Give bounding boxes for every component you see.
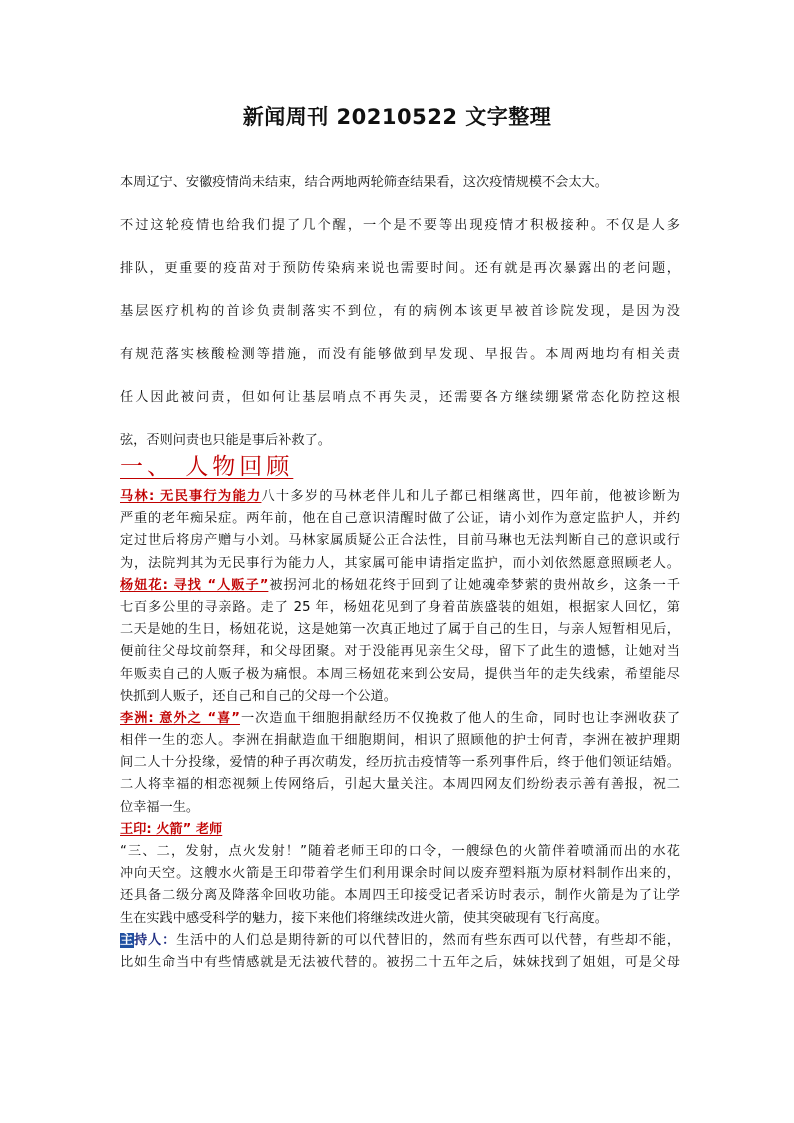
story-line: [120, 819, 680, 841]
story-line: 快抓到人贩子，还自己和自己的父母一个公道。: [120, 688, 397, 704]
intro-paragraph: [120, 161, 680, 462]
intro-line: 弦，否则问责也只能是事后补救了。: [120, 433, 331, 448]
intro-line: 基层医疗机构的首诊负责制落实不到位，有的病例本该更早被首诊院发现，是因为没: [120, 304, 680, 319]
intro-line: 排队，更重要的疫苗对于预防传染病来说也需要时间。还有就是再次暴露出的老问题，: [120, 261, 680, 276]
story-line: 相伴一生的恋人。李洲在捐献造血干细胞期间，相识了照顾他的护士何青，李洲在被护理期: [120, 733, 680, 749]
intro-line: 有规范落实核酸检测等措施，而没有能够做到早发现、早报告。本周两地均有相关责: [120, 347, 680, 362]
story-line: “三、二，发射，点火发射！”随着老师王印的口令，一艘绿色的火箭伴着喷涌而出的水花: [120, 844, 680, 859]
host-label: 主持人：: [120, 932, 177, 948]
host-line: [120, 930, 680, 952]
story-line: 定过世后将房产赠与小刘。马林家属质疑公正合法性，目前马琳也无法判断自己的意识或行: [120, 533, 680, 549]
document-title: 新闻周刊 20210522 文字整理: [242, 105, 552, 129]
story-line: 二天是她的生日，杨妞花说，这是她第一次真正地过了属于自己的生日，与亲人短暂相见后，: [120, 622, 680, 638]
story-text: 一次造血干细胞捐献经历不仅挽救了他人的生命，同时也让李洲收获了: [239, 710, 680, 726]
section-heading: 一、 人物回顾: [120, 454, 294, 480]
host-text: 生活中的人们总是期待新的可以代替旧的，然而有些东西可以代替，有些却不能，: [176, 932, 681, 948]
story-line: 便前往父母坟前祭拜，和父母团聚。对于没能再见亲生父母，留下了此生的遗憾，让她对当: [120, 644, 680, 660]
story-heading: 杨妞花: 寻找 “人贩子”: [120, 577, 269, 593]
story-line: 生在实践中感受科学的魅力，接下来他们将继续改进火箭，使其突破现有飞行高度。: [120, 910, 608, 926]
story-line: [120, 575, 680, 597]
story-line: 严重的老年痴呆症。两年前，他在自己意识清醒时做了公证，请小刘作为意定监护人，并约: [120, 511, 680, 527]
story-line: [120, 708, 680, 730]
story-text: 被拐河北的杨妞花终于回到了让她魂牵梦萦的贵州故乡，这条一千: [268, 577, 681, 593]
intro-line: 本周辽宁、安徽疫情尚未结束，结合两地两轮筛查结果看，这次疫情规模不会太大。: [120, 175, 608, 190]
intro-line: 不过这轮疫情也给我们提了几个醒，一个是不要等出现疫情才积极接种。不仅是人多: [120, 218, 680, 233]
host-line: 比如生命当中有些情感就是无法被代替的。被拐二十五年之后，妹妹找到了姐姐，可是父母: [120, 954, 680, 970]
story-heading: 王印: 火箭” 老师: [120, 821, 223, 837]
story-line: 间二人十分投缘，爱情的种子再次萌发，经历抗击疫情等一系列事件后，终于他们领证结婚。: [120, 755, 680, 771]
story-heading: 李洲: 意外之 “喜”: [120, 710, 240, 726]
story-line: 二人将幸福的相恋视频上传网络后，引起大量关注。本周四网友们纷纷表示善有善报，祝二: [120, 777, 680, 793]
story-line: 还具备二级分离及降落伞回收功能。本周四王印接受记者采访时表示，制作火箭是为了让学: [120, 888, 680, 904]
story-line: 年贩卖自己的人贩子极为痛恨。本周三杨妞花来到公安局，提供当年的走失线索，希望能尽: [120, 666, 680, 682]
story-line: 位幸福一生。: [120, 799, 200, 815]
story-text: 八十多岁的马林老伴儿和儿子都已相继离世，四年前，他被诊断为: [261, 489, 680, 504]
story-line: 为，法院判其为无民事行为能力人，其家属可能申请指定监护，而小刘依然愿意照顾老人。: [120, 555, 680, 571]
host-label-highlight: 主: [120, 932, 135, 948]
story-line: [120, 486, 680, 508]
intro-line: 任人因此被问责，但如何让基层哨点不再失灵，还需要各方继续绷紧常态化防控这根: [120, 390, 680, 405]
story-line: 冲向天空。这艘水火箭是王印带着学生们利用课余时间以废弃塑料瓶为原材料制作出来的，: [120, 866, 680, 882]
story-heading: 马林: 无民事行为能力: [120, 489, 262, 504]
story-line: 七百多公里的寻亲路。走了 25 年，杨妞花见到了身着苗族盛装的姐姐，根据家人回忆，第: [120, 599, 680, 615]
stories-body: [120, 486, 680, 974]
